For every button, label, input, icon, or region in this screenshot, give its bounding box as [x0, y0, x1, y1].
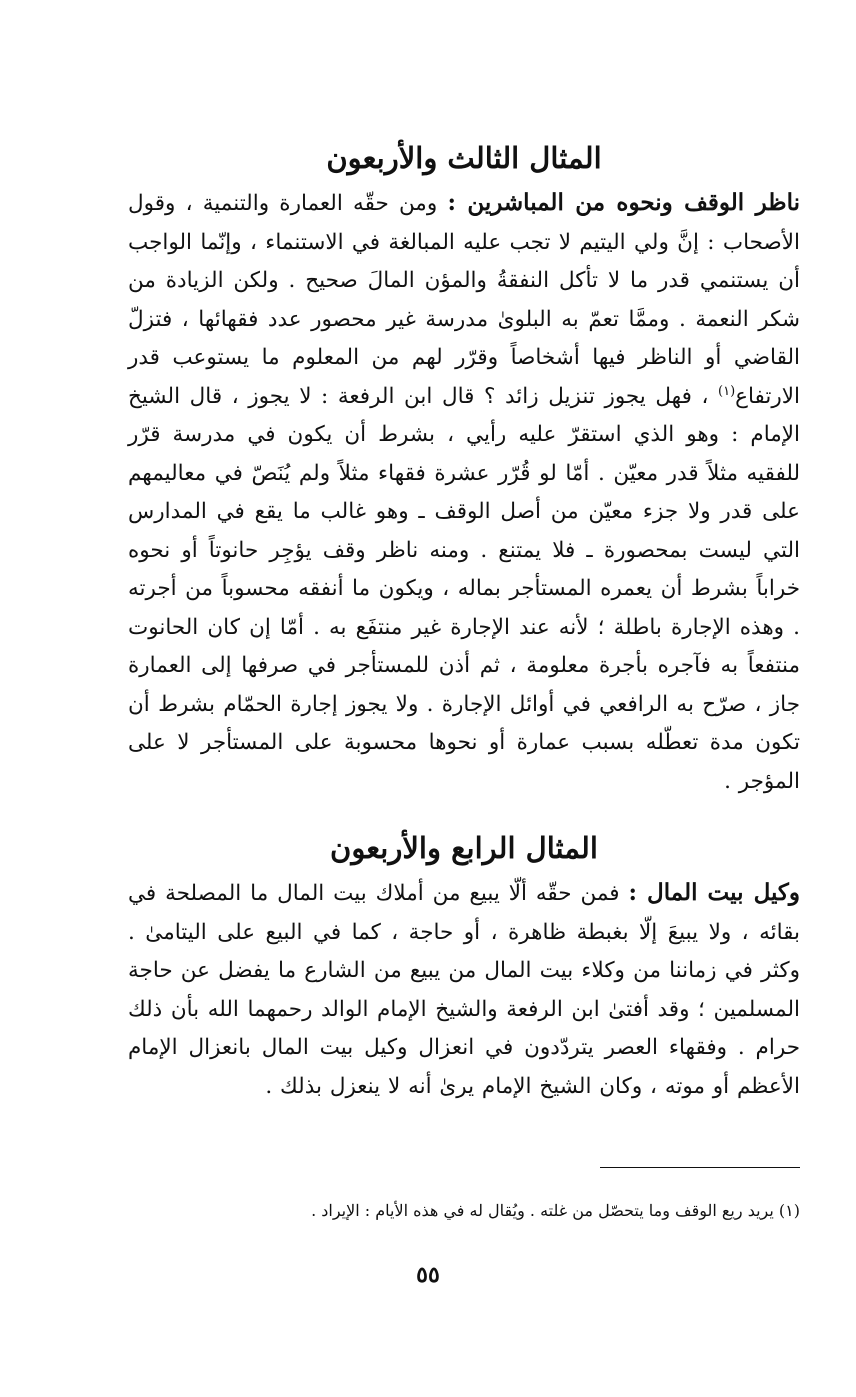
- paragraph-text: ومن حقّه العمارة والتنمية ، وقول الأصحاب : إنَّ ولي اليتيم لا تجب عليه المبالغة في الاستنماء ، وإنّما الواجب أن يستنمي قدر ما لا تأكل النفقةُ والمؤن المالَ صحيح . ولكن الزيادة من شكر النعمة . وممَّا تعمّ به البلوىٰ مدرسة غير محصور عدد فقهائها ، فتزلّ القاضي أو الناظر فيها أشخاصاً وقرّر لهم من المعلوم ما يستوعب قدر الارتفاع: [128, 191, 800, 409]
- paragraph-lead-term: وكيل بيت المال :: [628, 879, 800, 906]
- footnote-divider: [600, 1167, 800, 1168]
- paragraph-text: فمن حقّه ألّا يبيع من أملاك بيت المال ما المصلحة في بقائه ، ولا يبيعَ إلّا بغبطة ظاهرة ، أو حاجة ، كما في البيع على اليتامىٰ . وكثر في زماننا من وكلاء بيت المال من يبيع من الشارع ما يفضل عن حاجة المسلمين ؛ وقد أفتىٰ ابن الرفعة والشيخ الإمام الوالد رحمهما الله بأن ذلك حرام . وفقهاء العصر يتردّدون في انعزال وكيل بيت المال بانعزال الإمام الأعظم أو موته ، وكان الشيخ الإمام يرىٰ أنه لا ينعزل بذلك .: [128, 881, 800, 1099]
- section-paragraph: [128, 874, 800, 1106]
- section-example-43: [128, 136, 800, 801]
- section-heading: المثال الثالث والأربعون: [326, 141, 602, 175]
- footnote: (١) يريد ريع الوقف وما يتحصّل من غلته . ويُقال له في هذه الأيام : الإيراد .: [311, 1201, 800, 1220]
- paragraph-text-continued: ، فهل يجوز تنزيل زائد ؟ قال ابن الرفعة : لا يجوز ، قال الشيخ الإمام : وهو الذي استقرّ عليه رأيي ، بشرط أن يكون في مدرسة قرّر للفقيه مثلاً قدر معيّن . أمّا لو قُرّر عشرة فقهاء مثلاً ولم يُنَصّ في معاليمهم على قدر ولا جزء معيّن من أصل الوقف ـ وهو غالب ما يقع في المدارس التي ليست بمحصورة ـ فلا يمتنع . ومنه ناظر وقف يؤجِر حانوتاً أو نحوه خراباً بشرط أن يعمره المستأجر بماله ، ويكون ما أنفقه محسوباً من أجرته . وهذه الإجارة باطلة ؛ لأنه عند الإجارة غير منتفَع به . أمّا إن كان الحانوت منتفعاً به فآجره بأجرة معلومة ، ثم أذن للمستأجر في صرفها إلى العمارة جاز ، صرّح به الرافعي في أوائل الإجارة . ولا يجوز إجارة الحمّام بشرط أن تكون مدة تعطّله بسبب عمارة أو نحوها محسوبة على المستأجر لا على المؤجر .: [128, 383, 800, 794]
- section-heading: المثال الرابع والأربعون: [330, 831, 598, 865]
- page-number: ٥٥: [416, 1262, 440, 1288]
- footnote-reference[interactable]: (١): [718, 383, 736, 399]
- paragraph-lead-term: ناظر الوقف ونحوه من المباشرين :: [447, 189, 800, 216]
- section-example-44: [128, 826, 800, 1106]
- section-paragraph: [128, 184, 800, 801]
